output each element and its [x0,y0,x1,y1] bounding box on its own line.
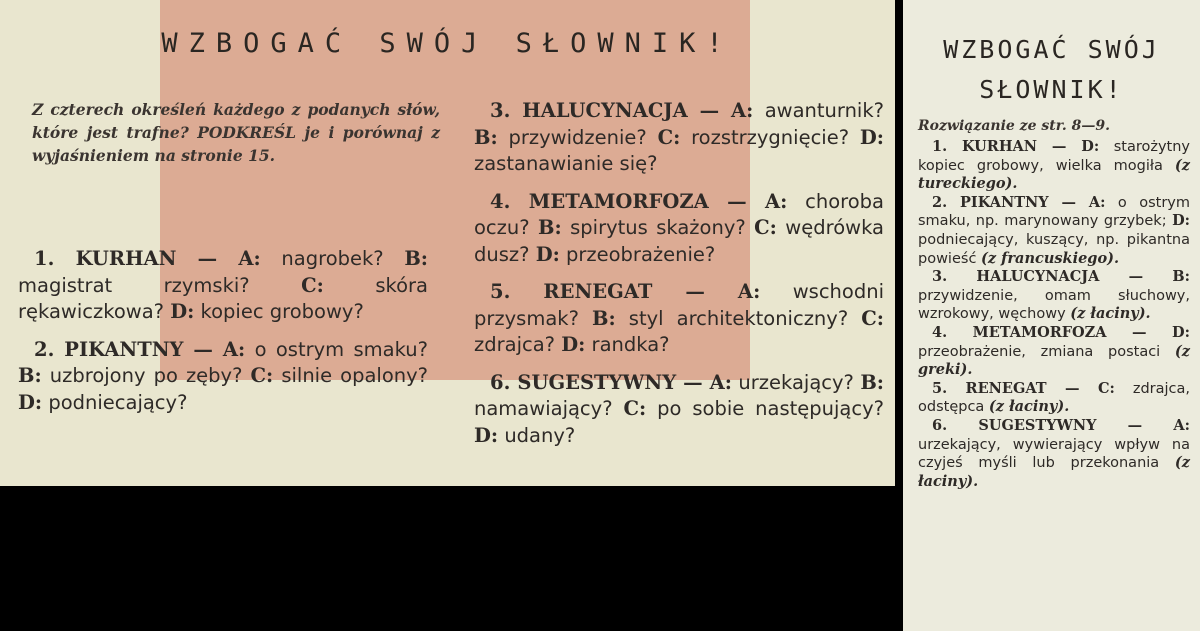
quiz-item: 5. RENEGAT — A: wschodni przysmak? B: styl architektoniczny? C: zdrajca? D: randka? [474,280,884,356]
quiz-item: 6. SUGESTYWNY — A: urzekający? B: namawiający? C: po sobie następujący? D: udany? [474,370,884,447]
quiz-title: WZBOGAĆ SWÓJ SŁOWNIK! [161,28,734,59]
answers-page [903,0,1200,631]
quiz-item: 4. METAMORFOZA — A: choroba oczu? B: spirytus skażony? C: wędrówka dusz? D: przeobrażenie? [474,189,884,266]
quiz-item: 2. PIKANTNY — A: o ostrym smaku? B: uzbrojony po zęby? C: silnie opalony? D: podniecający? [18,337,429,414]
answer-item: 5. RENEGAT — C: zdrajca, odstępca (z łaciny). [918,379,1190,416]
quiz-column-left [18,246,428,427]
answer-item: 6. SUGESTYWNY — A: urzekający, wywierający wpływ na czyjeś myśli lub przekonania (z łaciny). [918,416,1190,490]
answer-item: 1. KURHAN — D: starożytny kopiec grobowy, wielka mogiła (z tureckiego). [918,138,1191,193]
answer-item: 3. HALUCYNACJA — B: przywidzenie, omam słuchowy, wzrokowy, węchowy (z łaciny). [918,268,1190,323]
quiz-item: 1. KURHAN — A: nagrobek? B: magistrat rzymski? C: skóra rękawiczkowa? D: kopiec grobowy? [18,247,428,323]
answer-item: 4. METAMORFOZA — D: przeobrażenie, zmiana postaci (z greki). [918,323,1190,379]
quiz-intro: Z czterech określeń każdego z podanych słów, które jest trafne? PODKREŚL je i porównaj z wyjaśnieniem na stronie 15. [32,100,440,165]
answers-list [903,138,1200,491]
answers-subtitle: Rozwiązanie ze str. 8—9. [918,118,1110,134]
answer-item: 2. PIKANTNY — A: o ostrym smaku, np. marynowany grzybek; D: podniecający, kuszący, np. pikantna powieść (z francuskiego). [918,193,1191,267]
quiz-item: 3. HALUCYNACJA — A: awanturnik? B: przywidzenie? C: rozstrzygnięcie? D: zastanawianie się? [474,99,884,175]
quiz-column-right [474,98,884,460]
answers-title: WZBOGAĆ SWÓJ SŁOWNIK! [943,35,1160,104]
